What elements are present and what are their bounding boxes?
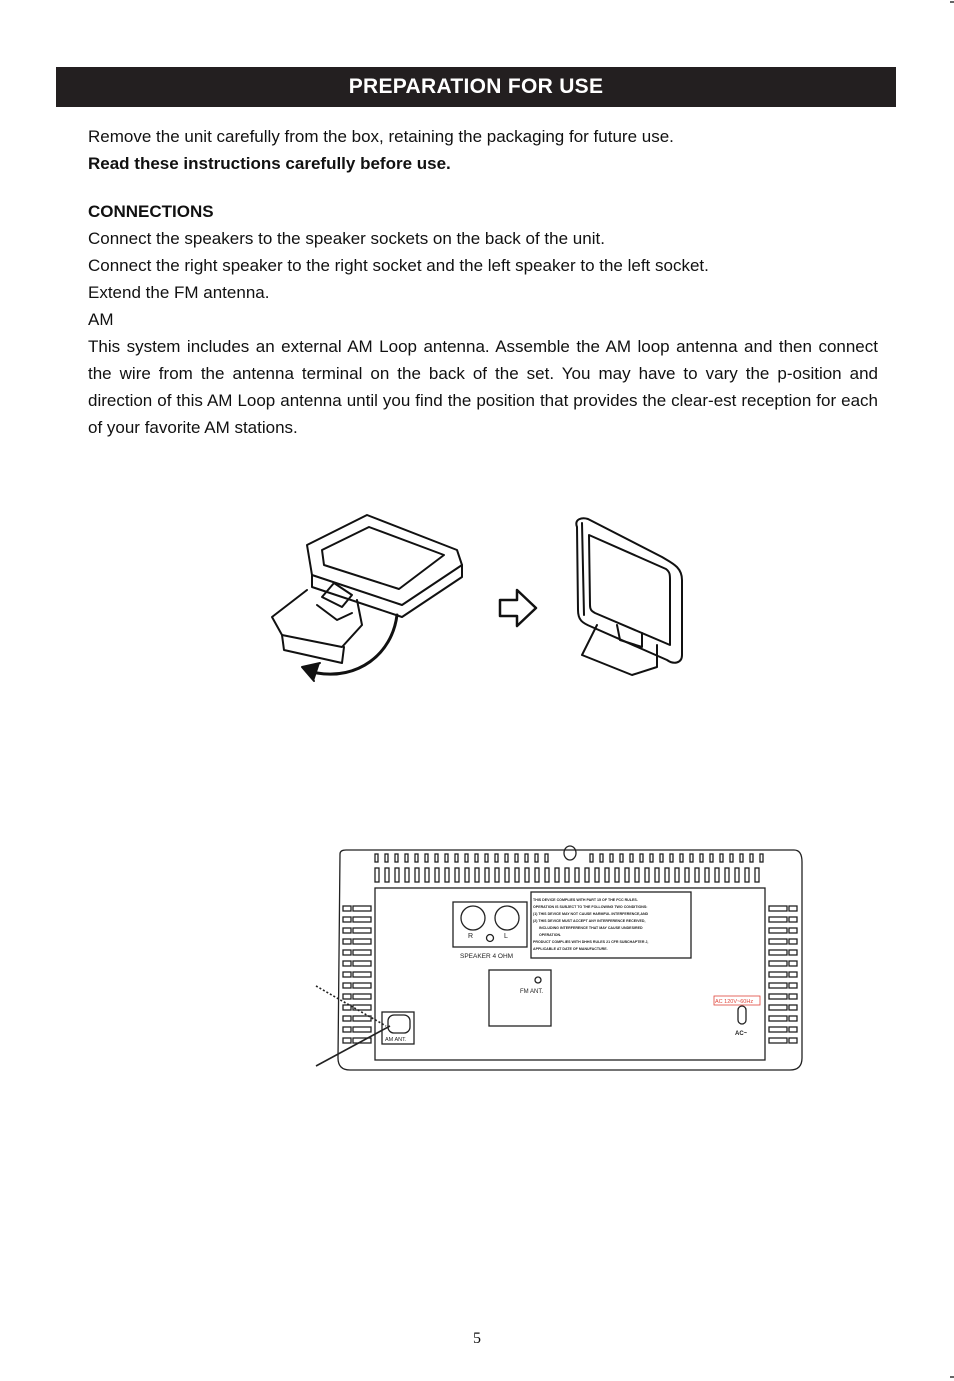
connections-line-speakers: Connect the speakers to the speaker sockets on the back of the unit. [88,229,605,248]
section-title: PREPARATION FOR USE [348,75,604,98]
connections-line-left-right: Connect the right speaker to the right socket and the left speaker to the left socket. [88,256,709,275]
ac-cord-outlet [738,1006,746,1024]
rear-panel-outline [338,850,802,1070]
am-loop-antenna-illustration [262,505,702,690]
intro-line: Remove the unit carefully from the box, retaining the packaging for future use. [88,127,674,146]
fcc-line-4: (2) THIS DEVICE MUST ACCEPT ANY INTERFERENCE RECEIVED, [533,919,646,923]
page-number: 5 [473,1330,481,1347]
fcc-line-1: THIS DEVICE COMPLIES WITH PART 15 OF THE FCC RULES. [533,898,638,902]
speaker-label: SPEAKER 4 OHM [460,953,514,960]
speaker-r-label: R [468,933,474,940]
ac-label: AC~ [735,1031,748,1037]
am-paragraph: This system includes an external AM Loop antenna. Assemble the AM loop antenna and then connect the wire from the antenna terminal on the back of the set. You may have to vary the p-osition and direction of this AM Loop antenna until you find the position that provides the clear-est reception for each of your favorite AM stations. [88,337,878,437]
fm-antenna-terminal [489,970,551,1026]
fcc-line-2: OPERATION IS SUBJECT TO THE FOLLOWING TWO CONDITIONS: [533,905,648,909]
left-side-vents [343,906,371,1043]
corner-mark-bottom [950,1376,954,1378]
loop-antenna-upright-icon [576,518,682,675]
top-vents [375,854,763,882]
right-side-vents [769,906,797,1043]
speaker-l-label: L [504,933,508,940]
am-ant-label: AM ANT. [385,1037,407,1043]
rear-panel-illustration [310,840,810,1080]
section-header-bar [56,67,896,107]
corner-mark-top [950,1,954,3]
speaker-sockets [453,902,527,947]
ac-rating-label: AC 120V~60Hz [715,999,754,1005]
intro-warning: Read these instructions carefully before use. [88,154,451,173]
am-label: AM [88,310,114,329]
loop-antenna-flat-icon [272,515,462,681]
fcc-line-8: APPLICABLE AT DATE OF MANUFACTURE. [533,947,608,951]
instructions-body [88,123,878,441]
connections-heading: CONNECTIONS [88,202,214,221]
fcc-line-3: (1) THIS DEVICE MAY NOT CAUSE HARMFUL INTERFERENCE,AND [533,912,649,916]
connections-line-fm: Extend the FM antenna. [88,283,270,302]
arrow-right-icon [500,590,536,626]
fcc-line-5: INCLUDING INTERFERENCE THAT MAY CAUSE UNDESIRED [539,926,643,930]
fm-ant-label: FM ANT. [520,989,544,995]
fcc-line-6: OPERATION. [539,933,562,937]
fcc-line-7: PRODUCT COMPLIES WITH DHHS RULES 21 CFR SUBCHAPTER J, [533,940,649,944]
